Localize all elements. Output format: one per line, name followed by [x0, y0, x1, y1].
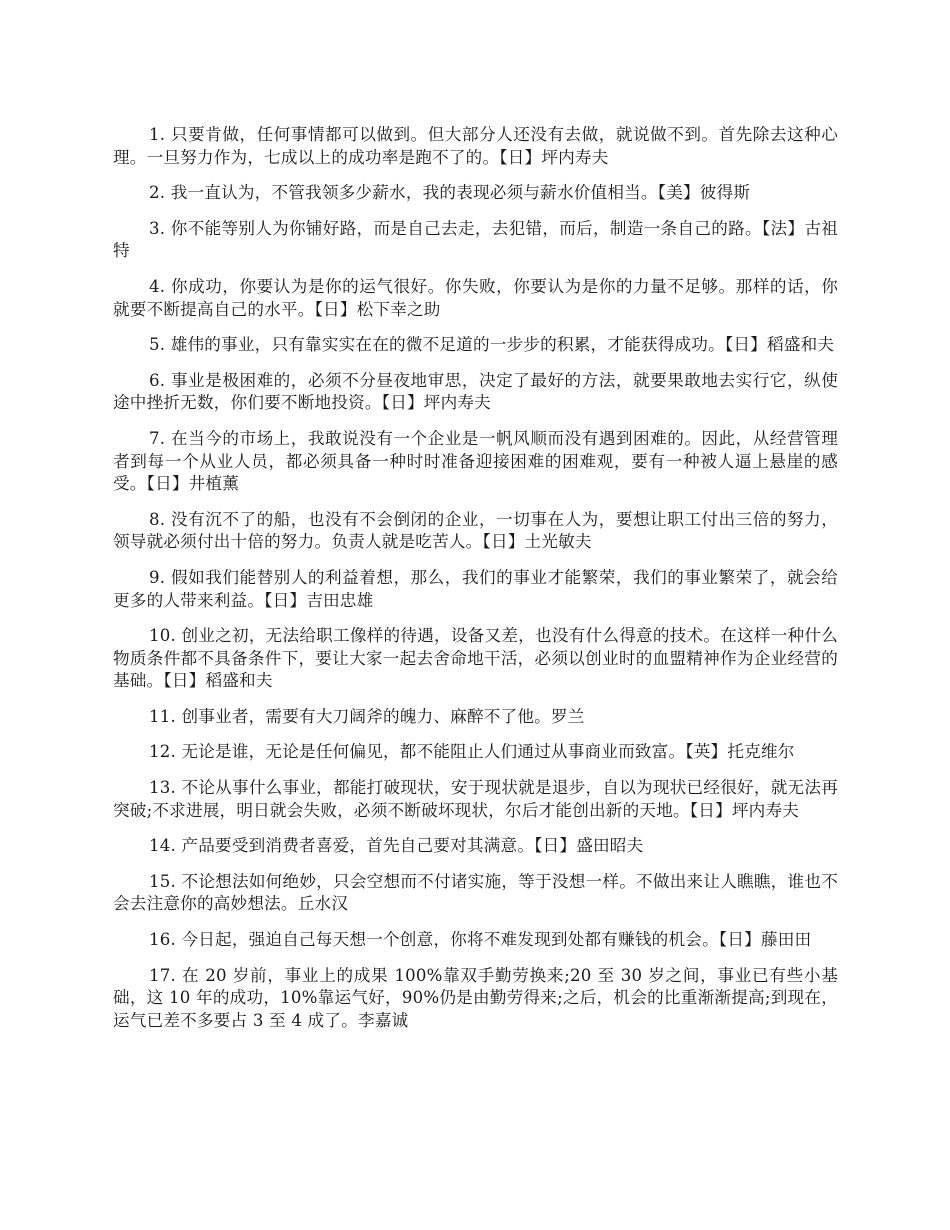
- quote-paragraph-7: 7. 在当今的市场上，我敢说没有一个企业是一帆风顺而没有遇到困难的。因此，从经营管理者到每一个从业人员，都必须具备一种时时准备迎接困难的困难观，要有一种被人逼上悬崖的感受。【日】井植薰: [113, 428, 838, 494]
- quote-paragraph-5: 5. 雄伟的事业，只有靠实实在在的微不足道的一步步的积累，才能获得成功。【日】稻盛和夫: [149, 335, 835, 355]
- quote-paragraph-17: 17. 在 20 岁前，事业上的成果 100%靠双手勤劳换来;20 至 30 岁之间，事业已有些小基础，这 10 年的成功，10%靠运气好，90%仍是由勤劳得来;之后，机会的比重渐渐提高;到现在，运气已差不多要占 3 至 4 成了。李嘉诚: [113, 965, 838, 1030]
- quote-paragraph-9: 9. 假如我们能替别人的利益着想，那么，我们的事业才能繁荣，我们的事业繁荣了，就会给更多的人带来利益。【日】吉田忠雄: [113, 567, 838, 610]
- quote-paragraph-10: 10. 创业之初，无法给职工像样的待遇，设备又差，也没有什么得意的技术。在这样一种什么物质条件都不具备条件下，要让大家一起去舍命地干活，必须以创业时的血盟精神作为企业经营的基础。【日】稻盛和夫: [113, 626, 838, 691]
- quote-paragraph-11: 11. 创事业者，需要有大刀阔斧的魄力、麻醉不了他。罗兰: [149, 706, 585, 726]
- quote-paragraph-6: 6. 事业是极困难的，必须不分昼夜地审思，决定了最好的方法，就要果敢地去实行它，纵使途中挫折无数，你们要不断地投资。【日】坪内寿夫: [113, 370, 838, 413]
- quote-list: [113, 124, 838, 1045]
- quote-paragraph-13: 13. 不论从事什么事业，都能打破现状，安于现状就是退步，自以为现状已经很好，就无法再突破;不求进展，明日就会失败，必须不断破坏现状，尔后才能创出新的天地。【日】坪内寿夫: [113, 778, 838, 820]
- quote-paragraph-15: 15. 不论想法如何绝妙，只会空想而不付诸实施，等于没想一样。不做出来让人瞧瞧，谁也不会去注意你的高妙想法。丘水汉: [113, 871, 838, 914]
- quote-paragraph-8: 8. 没有沉不了的船，也没有不会倒闭的企业，一切事在人为，要想让职工付出三倍的努力，领导就必须付出十倍的努力。负责人就是吃苦人。【日】土光敏夫: [113, 509, 838, 552]
- quote-paragraph-12: 12. 无论是谁，无论是任何偏见，都不能阻止人们通过从事商业而致富。【英】托克维尔: [149, 742, 795, 762]
- quote-paragraph-1: 1. 只要肯做，任何事情都可以做到。但大部分人还没有去做，就说做不到。首先除去这种心理。一旦努力作为，七成以上的成功率是跑不了的。【日】坪内寿夫: [113, 125, 838, 167]
- quote-paragraph-2: 2. 我一直认为，不管我领多少薪水，我的表现必须与薪水价值相当。【美】彼得斯: [149, 183, 751, 203]
- quote-paragraph-16: 16. 今日起，强迫自己每天想一个创意，你将不难发现到处都有赚钱的机会。【日】藤田田: [149, 930, 812, 950]
- quote-paragraph-4: 4. 你成功，你要认为是你的运气很好。你失败，你要认为是你的力量不足够。那样的话，你就要不断提高自己的水平。【日】松下幸之助: [113, 276, 838, 319]
- quote-paragraph-3: 3. 你不能等别人为你铺好路，而是自己去走，去犯错，而后，制造一条自己的路。【法】古祖特: [113, 218, 838, 261]
- quote-paragraph-14: 14. 产品要受到消费者喜爱，首先自己要对其满意。【日】盛田昭夫: [149, 836, 644, 856]
